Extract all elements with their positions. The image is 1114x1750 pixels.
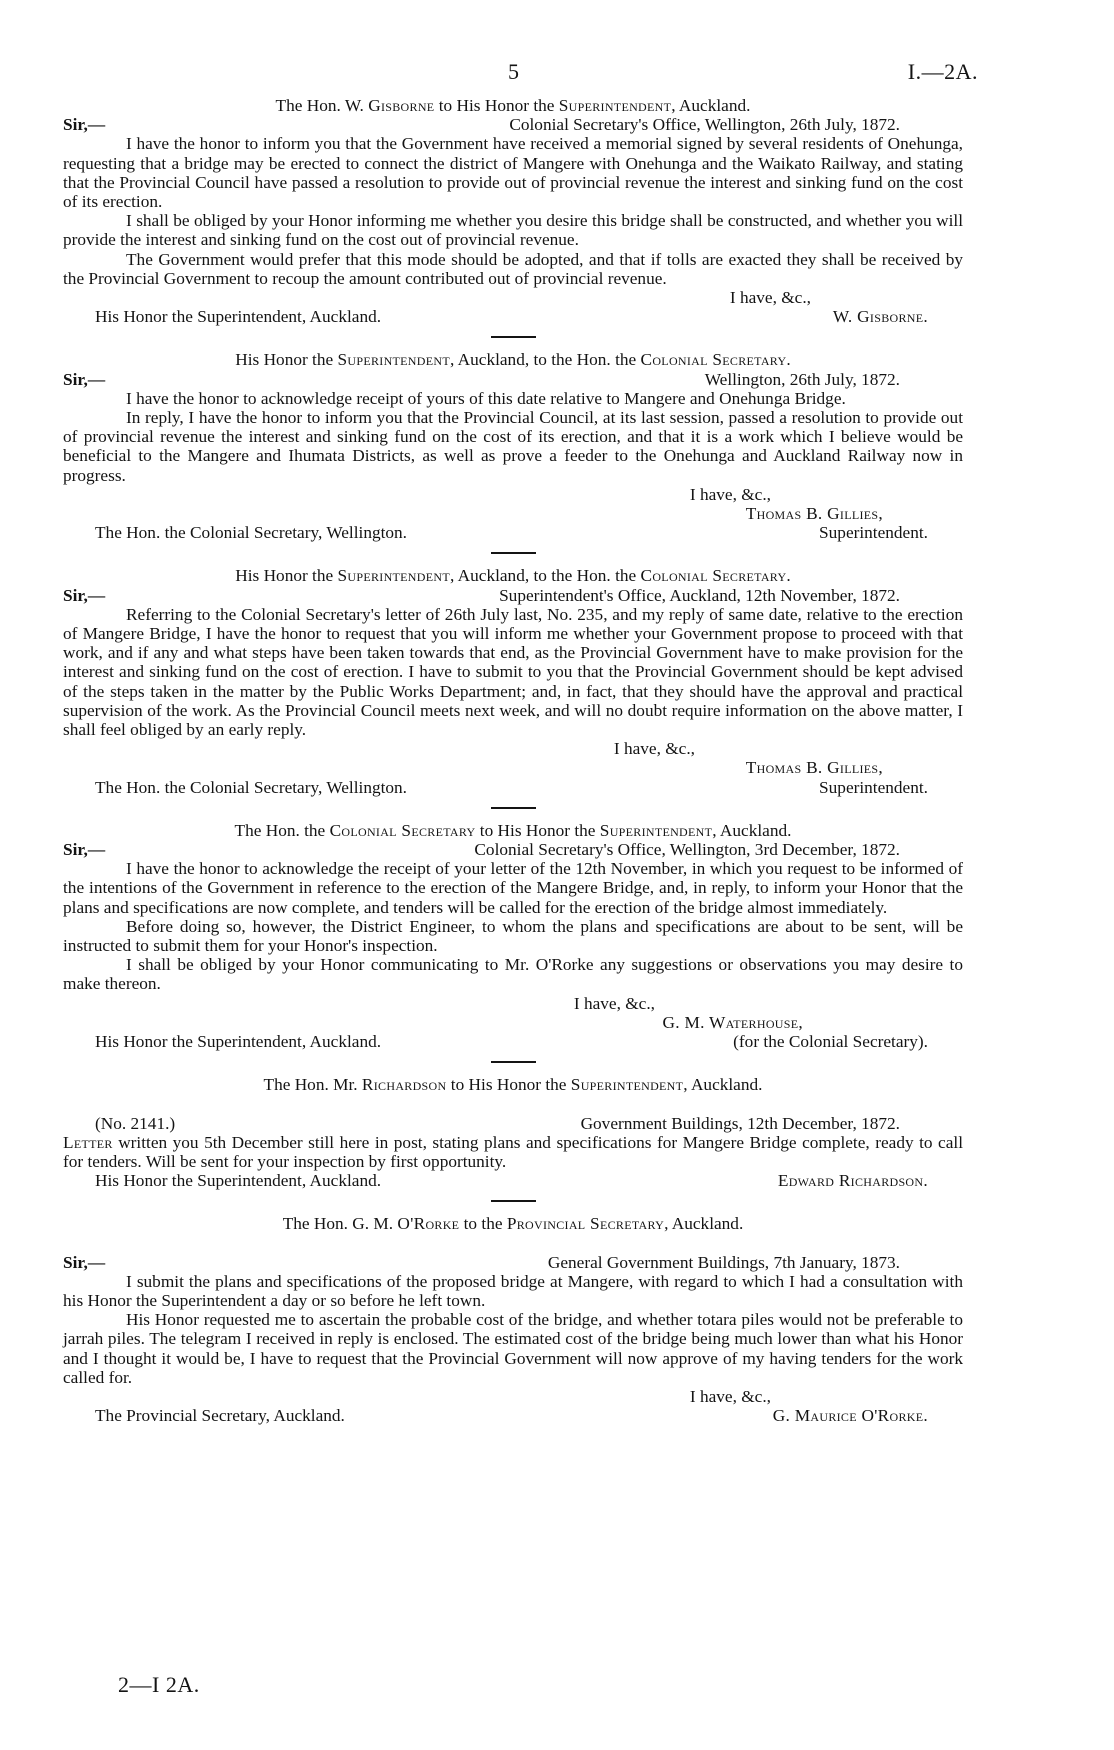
letter-paragraph: I have the honor to acknowledge receipt of yours of this date relative to Mangere and Onehunga Bridge. [126, 388, 846, 408]
letter-gisborne-to-superintendent [63, 96, 963, 326]
salutation: Sir,— [63, 839, 106, 859]
signature-row [63, 307, 963, 326]
divider [491, 1200, 536, 1202]
letter-paragraph: Referring to the Colonial Secretary's letter of 26th July last, No. 235, and my reply of same date, relative to the erection of Mangere Bridge, I have the honor to request that you will inform me whether your Government propose to proceed with that work, and if any and what steps have been taken towards that end, as the Provincial Government have to make provision for the interest and sinking fund on the cost of erection. I have to submit to you that the Provincial Government should be kept advised of the steps taken in the matter by the Public Works Department; and, in fact, that they should have the approval and practical supervision of the work. As the Provincial Council meets next week, and will no doubt require information on the above matter, I shall feel obliged by an early reply. [63, 604, 963, 739]
signature-row [63, 1013, 963, 1032]
place-date: Colonial Secretary's Office, Wellington, 3rd December, 1872. [474, 839, 900, 859]
letter-ororke-to-provincial-secretary [63, 1214, 963, 1425]
signature: Thomas B. Gillies, [745, 503, 883, 523]
letter-paragraph: I shall be obliged by your Honor communicating to Mr. O'Rorke any suggestions or observations you may desire to make thereon. [63, 955, 963, 994]
closing: I have, &c., [729, 288, 811, 308]
place-date: Wellington, 26th July, 1872. [704, 369, 900, 389]
body-text: written you 5th December still here in post, stating plans and specifications for Mangere Bridge complete, ready to call for tenders. Will be sent for your inspection by first opportunity. [63, 1132, 963, 1171]
signature-row [63, 504, 963, 523]
letter-paragraph: Before doing so, however, the District Engineer, to whom the plans and specifications are about to be sent, will be instructed to submit them for your Honor's inspection. [63, 916, 963, 955]
addressee: His Honor the Superintendent, Auckland. [95, 1031, 382, 1051]
closing-row [63, 485, 963, 504]
signature-title: Superintendent. [819, 523, 928, 543]
reference-row [63, 1114, 963, 1133]
addressee: The Hon. the Colonial Secretary, Wellington. [95, 523, 407, 543]
place-date: Colonial Secretary's Office, Wellington, 26th July, 1872. [509, 115, 900, 135]
addressee: His Honor the Superintendent, Auckland. [95, 307, 382, 327]
signature: W. Gisborne. [832, 307, 928, 327]
signature-title: (for the Colonial Secretary). [733, 1031, 928, 1051]
letter-paragraph: The Government would prefer that this mode should be adopted, and that if tolls are exacted they shall be received by the Provincial Government to recoup the amount contributed out of provincial revenue. [63, 249, 963, 288]
letter-paragraph: I have the honor to acknowledge the receipt of your letter of the 12th November, in which you request to be informed of the intentions of the Government in reference to the erection of the Mangere Bridge, and, in reply, to inform your Honor that the plans and specifications are now complete, and tenders will be called for the erection of the bridge almost immediately. [63, 859, 963, 917]
signature: G. Maurice O'Rorke. [772, 1406, 928, 1426]
place-date: Superintendent's Office, Auckland, 12th November, 1872. [499, 585, 900, 605]
letter-title: The Hon. W. Gisborne to His Honor the Superintendent, Auckland. [275, 96, 751, 115]
addressee: The Provincial Secretary, Auckland. [95, 1406, 345, 1426]
page-number: 5 [508, 59, 519, 84]
salutation-row [63, 115, 963, 134]
letter-colonial-secretary-to-superintendent [63, 821, 963, 1051]
addressee-row [63, 1032, 963, 1051]
salutation: Sir,— [63, 369, 106, 389]
letter-title: The Hon. Mr. Richardson to His Honor the Superintendent, Auckland. [263, 1075, 763, 1095]
closing-row [63, 288, 963, 307]
signature: Edward Richardson. [777, 1171, 928, 1191]
closing-row [63, 994, 963, 1013]
letter-paragraph [63, 1133, 963, 1171]
letter-superintendent-to-colonial-secretary [63, 350, 963, 542]
letter-title: The Hon. the Colonial Secretary to His Honor the Superintendent, Auckland. [234, 820, 792, 840]
closing: I have, &c., [689, 484, 771, 504]
signature-row [63, 1406, 963, 1425]
letter-title: The Hon. G. M. O'Rorke to the Provincial Secretary, Auckland. [282, 1214, 744, 1234]
divider [491, 807, 536, 809]
signature-row [63, 1171, 963, 1190]
letter-title: His Honor the Superintendent, Auckland, to the Hon. the Colonial Secretary. [235, 566, 791, 586]
place-date: Government Buildings, 12th December, 1872. [580, 1113, 900, 1133]
closing: I have, &c., [573, 993, 655, 1013]
salutation-row [63, 370, 963, 389]
letter-superintendent-to-colonial-secretary-2 [63, 566, 963, 796]
salutation: Sir,— [63, 115, 106, 135]
closing-row [63, 739, 963, 758]
letter-richardson-to-superintendent [63, 1075, 963, 1190]
salutation: Sir,— [63, 1252, 106, 1272]
addressee: His Honor the Superintendent, Auckland. [95, 1171, 382, 1191]
signature: Thomas B. Gillies, [745, 758, 883, 778]
footer-code: 2—I 2A. [118, 1672, 200, 1697]
body-lead: Letter [63, 1132, 113, 1152]
addressee-row [63, 778, 963, 797]
letter-paragraph: I shall be obliged by your Honor informing me whether you desire this bridge shall be constructed, and whether you will provide the interest and sinking fund on the cost out of provincial revenue. [63, 211, 963, 250]
letters-container [63, 96, 963, 1425]
letter-paragraph: I have the honor to inform you that the Government have received a memorial signed by several residents of Onehunga, requesting that a bridge may be erected to connect the district of Mangere with Onehunga and the Waikato Railway, and stating that the Provincial Council have passed a resolution to provide out of provincial revenue the interest and sinking fund on the cost of its erection. [63, 134, 963, 211]
closing: I have, &c., [689, 1387, 771, 1407]
letter-title: His Honor the Superintendent, Auckland, to the Hon. the Colonial Secretary. [235, 350, 791, 370]
addressee-row [63, 523, 963, 542]
spacer [63, 1233, 963, 1252]
document-code: I.—2A. [907, 59, 978, 84]
letter-paragraph: His Honor requested me to ascertain the probable cost of the bridge, and whether totara piles would not be preferable to jarrah piles. The telegram I received in reply is enclosed. The estimated cost of the bridge being much lower than what his Honor and I thought it would be, I have to request that the Provincial Government will now approve of my having tenders for the work called for. [63, 1310, 963, 1387]
divider [491, 336, 536, 338]
reference-number: (No. 2141.) [95, 1113, 176, 1133]
letter-paragraph: In reply, I have the honor to inform you that the Provincial Council, at its last session, passed a resolution to provide out of provincial revenue the interest and sinking fund on the cost of its erection, and that it is a work which I believe would be beneficial to the Mangere and Ihumata Districts, as well as prove a feeder to the Onehunga and Auckland Railway now in progress. [63, 407, 963, 485]
closing: I have, &c., [613, 739, 695, 759]
salutation-row [63, 1253, 963, 1272]
spacer [63, 1094, 963, 1113]
signature-title: Superintendent. [819, 777, 928, 797]
divider [491, 1061, 536, 1063]
salutation-row [63, 586, 963, 605]
place-date: General Government Buildings, 7th January, 1873. [547, 1252, 900, 1272]
salutation: Sir,— [63, 585, 106, 605]
salutation-row [63, 840, 963, 859]
signature: G. M. Waterhouse, [662, 1012, 803, 1032]
closing-row [63, 1387, 963, 1406]
divider [491, 552, 536, 554]
addressee: The Hon. the Colonial Secretary, Wellington. [95, 777, 407, 797]
letter-paragraph: I submit the plans and specifications of the proposed bridge at Mangere, with regard to which I had a consultation with his Honor the Superintendent a day or so before he left town. [63, 1271, 963, 1311]
signature-row [63, 758, 963, 777]
